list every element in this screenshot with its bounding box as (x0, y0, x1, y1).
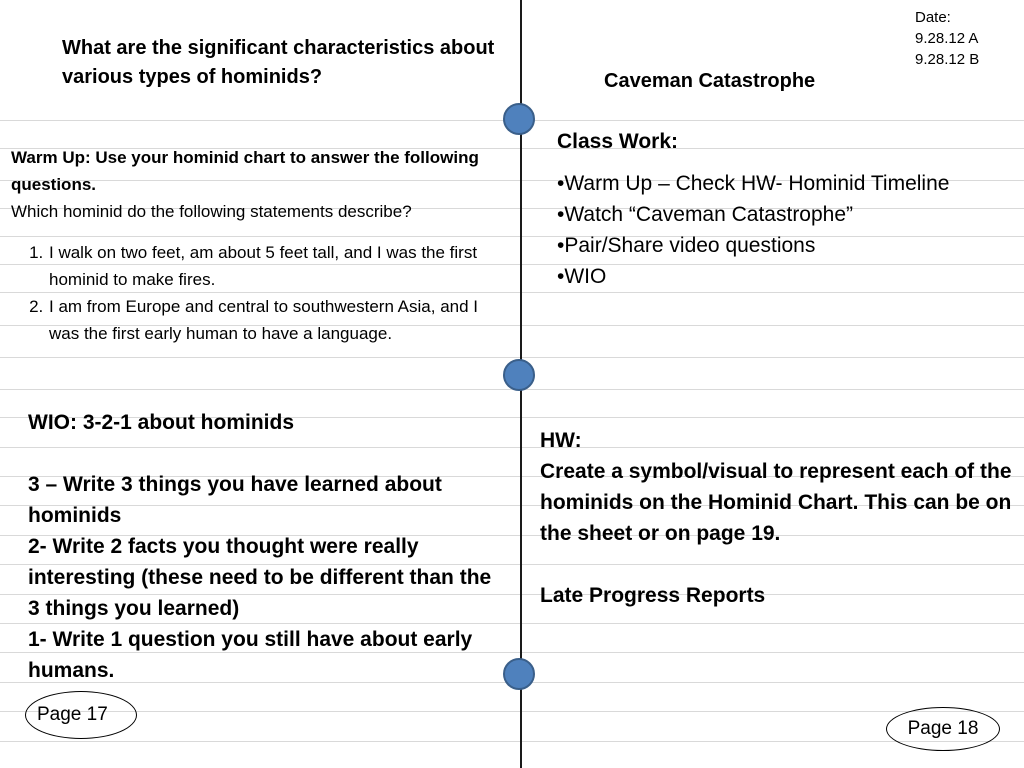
warm-up-item: 2. I am from Europe and central to southwestern Asia, and I was the first early human to have a language. (48, 293, 511, 347)
warm-up-prompt: Which hominid do the following statements describe? (11, 202, 412, 221)
wio-line: 1- Write 1 question you still have about early humans. (28, 628, 473, 682)
homework-text: Create a symbol/visual to represent each of the hominids on the Hominid Chart. This can be on the sheet or on page 19. (540, 460, 1012, 545)
rule-line (0, 741, 1024, 742)
class-work-title: Class Work: (557, 130, 678, 153)
wio-line: 2- Write 2 facts you thought were really interesting (these need to be different than the 3 things you learned) (28, 535, 492, 620)
wio-section (28, 407, 498, 686)
page-number-left: Page 17 (25, 691, 137, 739)
date-label: Date: (915, 9, 951, 26)
wio-line: 3 – Write 3 things you have learned about hominids (28, 473, 442, 527)
essential-question: What are the significant characteristics about various types of hominids? (62, 37, 495, 88)
lesson-title: Caveman Catastrophe (604, 70, 816, 92)
class-work-item: •WIO (557, 265, 607, 288)
homework-section (540, 425, 1018, 611)
binder-ring-icon (503, 103, 535, 135)
date-entry: 9.28.12 B (915, 51, 980, 68)
warm-up-list (11, 239, 511, 347)
rule-line (0, 357, 1024, 358)
wio-title: WIO: 3-2-1 about hominids (28, 411, 294, 434)
homework-label: HW: (540, 429, 582, 452)
date-entry: 9.28.12 A (915, 30, 979, 47)
date-block (915, 7, 979, 70)
class-work-list (557, 168, 1017, 292)
class-work-section (557, 126, 1017, 292)
warm-up-heading: Warm Up: Use your hominid chart to answer the following questions. (11, 148, 479, 194)
warm-up-section (11, 144, 511, 347)
rule-line (0, 711, 1024, 712)
binder-ring-icon (503, 359, 535, 391)
late-progress-note: Late Progress Reports (540, 584, 766, 607)
class-work-item: •Warm Up – Check HW- Hominid Timeline (557, 172, 950, 195)
binder-ring-icon (503, 658, 535, 690)
class-work-item: •Pair/Share video questions (557, 234, 816, 257)
class-work-item: •Watch “Caveman Catastrophe” (557, 203, 854, 226)
warm-up-item: 1. I walk on two feet, am about 5 feet tall, and I was the first hominid to make fires. (48, 239, 511, 293)
page-number-right: Page 18 (886, 707, 1000, 751)
